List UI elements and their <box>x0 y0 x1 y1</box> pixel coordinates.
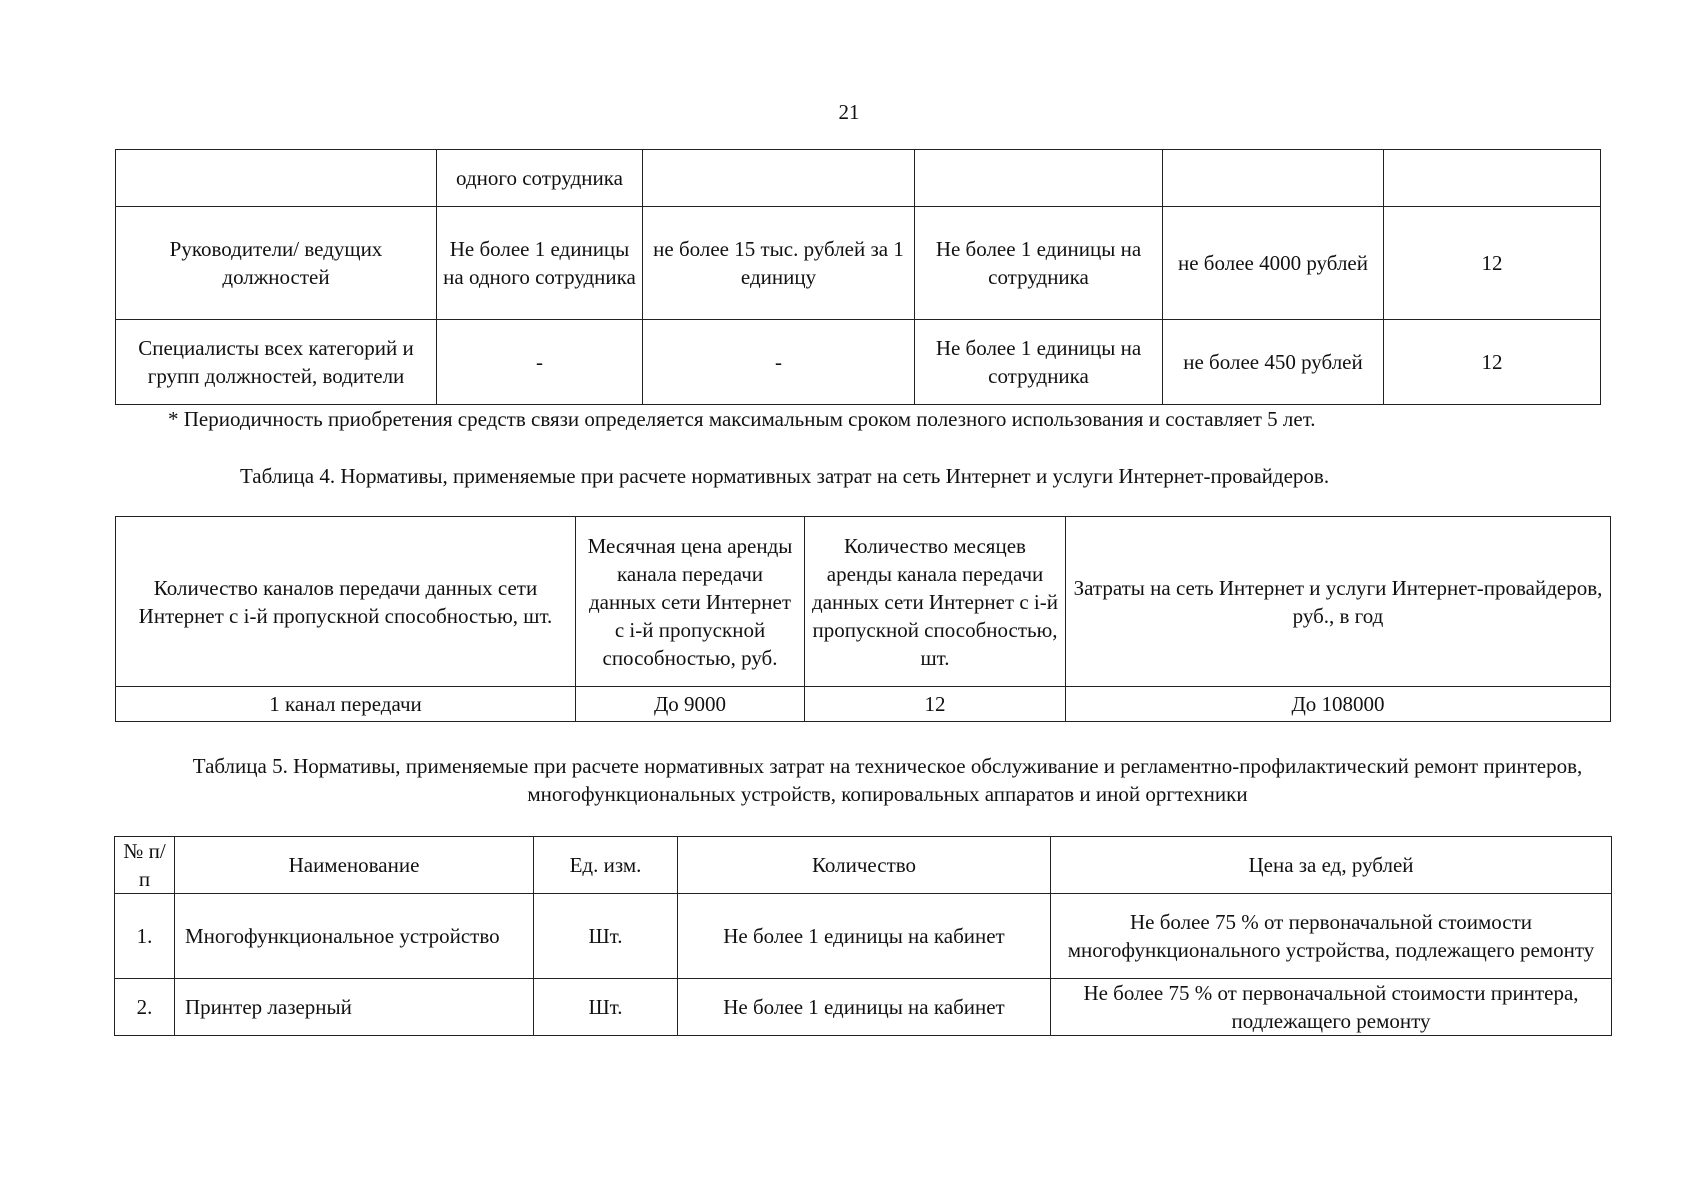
cell-months: 12 <box>1384 320 1601 405</box>
cell-number: 1. <box>115 894 175 979</box>
table4-caption: Таблица 4. Нормативы, применяемые при расчете нормативных затрат на сеть Интернет и услуги Интернет-провайдеров. <box>240 464 1330 488</box>
cell-quantity-2: Не более 1 единицы на сотрудника <box>915 207 1163 320</box>
cell-price: Не более 75 % от первоначальной стоимости многофункционального устройства, подлежащего ремонту <box>1051 894 1612 979</box>
table-header-row <box>116 517 1611 687</box>
table-communication-norms <box>115 149 1601 405</box>
table-row <box>116 320 1601 405</box>
cell-number: 2. <box>115 979 175 1036</box>
page-number: 21 <box>838 100 860 124</box>
cell-cost: не более 4000 рублей <box>1163 207 1384 320</box>
cell-monthly-price: До 9000 <box>576 687 805 722</box>
cell-months <box>1384 150 1601 207</box>
header-channels: Количество каналов передачи данных сети Интернет с i-й пропускной способностью, шт. <box>116 517 576 687</box>
cell-quantity: Не более 1 единицы на одного сотрудника <box>437 207 643 320</box>
cell-category: Специалисты всех категорий и групп должностей, водители <box>116 320 437 405</box>
cell-name: Многофункциональное устройство <box>175 894 534 979</box>
header-name: Наименование <box>175 837 534 894</box>
cell-cost: не более 450 рублей <box>1163 320 1384 405</box>
table-row <box>116 687 1611 722</box>
table-internet-norms <box>115 516 1611 722</box>
cell-unit: Шт. <box>534 979 678 1036</box>
table-maintenance-norms <box>114 836 1612 1036</box>
cell-quantity: - <box>437 320 643 405</box>
cell-price: - <box>643 320 915 405</box>
cell-price: не более 15 тыс. рублей за 1 единицу <box>643 207 915 320</box>
cell-annual-cost: До 108000 <box>1066 687 1611 722</box>
table-row <box>116 150 1601 207</box>
cell-category <box>116 150 437 207</box>
cell-months: 12 <box>805 687 1066 722</box>
header-unit: Ед. изм. <box>534 837 678 894</box>
cell-name: Принтер лазерный <box>175 979 534 1036</box>
cell-quantity-2 <box>915 150 1163 207</box>
cell-quantity-2: Не более 1 единицы на сотрудника <box>915 320 1163 405</box>
table-row <box>116 207 1601 320</box>
cell-category: Руководители/ ведущих должностей <box>116 207 437 320</box>
header-months: Количество месяцев аренды канала передачи данных сети Интернет с i-й пропускной способностью, шт. <box>805 517 1066 687</box>
header-monthly-price: Месячная цена аренды канала передачи данных сети Интернет с i-й пропускной способностью, руб. <box>576 517 805 687</box>
cell-price: Не более 75 % от первоначальной стоимости принтера, подлежащего ремонту <box>1051 979 1612 1036</box>
cell-unit: Шт. <box>534 894 678 979</box>
table5-caption: Таблица 5. Нормативы, применяемые при расчете нормативных затрат на техническое обслуживание и регламентно-профилактический ремонт принтеров, многофункциональных устройств, копировальных аппаратов и иной оргтехники <box>192 754 1583 806</box>
footnote: * Периодичность приобретения средств связи определяется максимальным сроком полезного использования и составляет 5 лет. <box>168 407 1316 431</box>
header-price: Цена за ед, рублей <box>1051 837 1612 894</box>
cell-quantity: одного сотрудника <box>437 150 643 207</box>
header-quantity: Количество <box>678 837 1051 894</box>
table-row <box>115 894 1612 979</box>
cell-quantity: Не более 1 единицы на кабинет <box>678 979 1051 1036</box>
cell-channels: 1 канал передачи <box>116 687 576 722</box>
table-header-row <box>115 837 1612 894</box>
header-number: № п/п <box>115 837 175 894</box>
header-annual-cost: Затраты на сеть Интернет и услуги Интернет-провайдеров, руб., в год <box>1066 517 1611 687</box>
cell-price <box>643 150 915 207</box>
cell-quantity: Не более 1 единицы на кабинет <box>678 894 1051 979</box>
table-row <box>115 979 1612 1036</box>
cell-cost <box>1163 150 1384 207</box>
cell-months: 12 <box>1384 207 1601 320</box>
